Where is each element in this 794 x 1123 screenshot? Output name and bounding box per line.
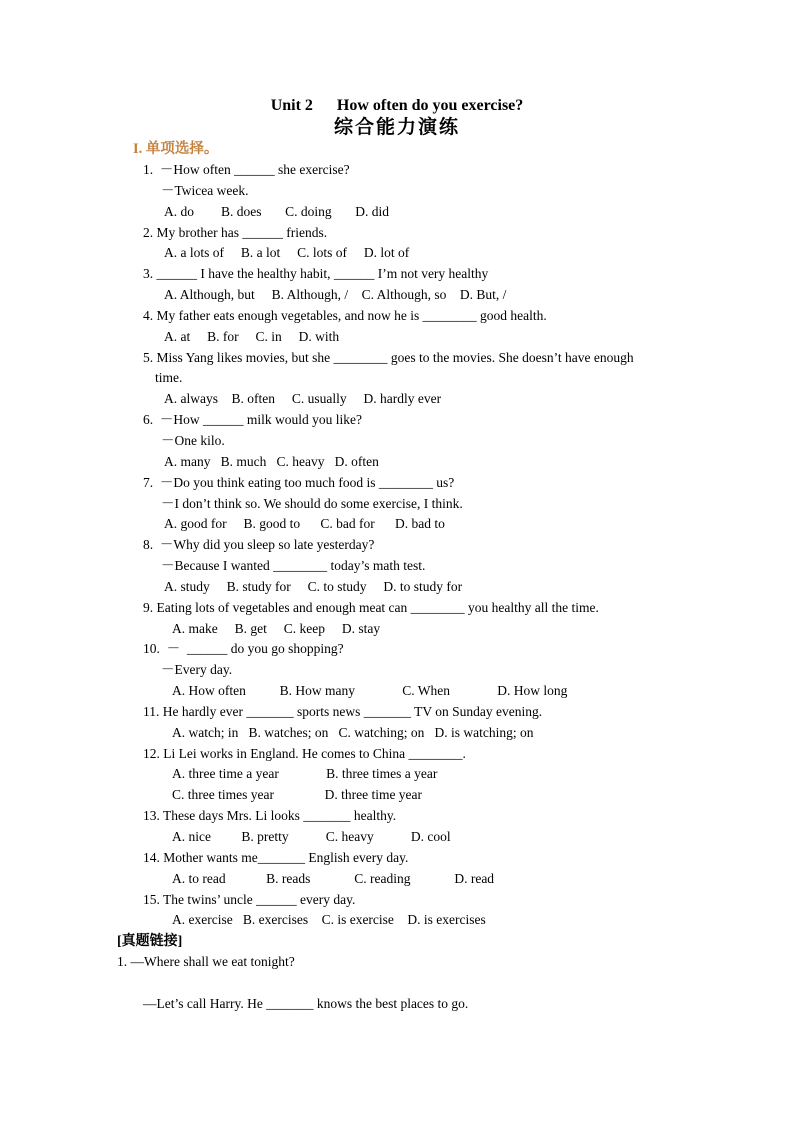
- unit-title: Unit 2 How often do you exercise?: [270, 97, 524, 114]
- question-line: 13. These days Mrs. Li looks _______ healthy.: [143, 808, 397, 824]
- blank-line: [0, 973, 794, 994]
- option-row: A. three time a year B. three times a year: [172, 766, 438, 782]
- reply-line: －Twicea week.: [161, 182, 249, 198]
- option-row: A. always B. often C. usually D. hardly ever: [164, 391, 442, 407]
- question-line: 2. My brother has ______ friends.: [143, 224, 328, 240]
- question-line: 9. Eating lots of vegetables and enough meat can ________ you healthy all the time.: [143, 599, 599, 615]
- question-line: 15. The twins’ uncle ______ every day.: [143, 891, 356, 907]
- question-line: 11. He hardly ever _______ sports news _______ TV on Sunday evening.: [143, 703, 543, 719]
- reply-line: －I don’t think so. We should do some exercise, I think.: [161, 495, 463, 511]
- option-row: A. Although, but B. Although, / C. Although, so D. But, /: [164, 287, 507, 303]
- option-row: A. nice B. pretty C. heavy D. cool: [172, 829, 451, 844]
- multiple-choice-question-list: [0, 160, 794, 931]
- question-line: 8. －Why did you sleep so late yesterday?: [143, 537, 375, 553]
- reply-line: －Because I wanted ________ today’s math test.: [161, 558, 426, 574]
- option-row: A. make B. get C. keep D. stay: [172, 620, 381, 636]
- option-row: A. at B. for C. in D. with: [164, 328, 340, 344]
- question-line: 5. Miss Yang likes movies, but she ________ goes to the movies. She doesn’t have enough: [143, 349, 634, 365]
- option-row: A. a lots of B. a lot C. lots of D. lot of: [164, 245, 410, 261]
- real-exam-question-list: [0, 952, 794, 1015]
- reply-line: －Every day.: [161, 662, 233, 678]
- question-line: 1. —Where shall we eat tonight?: [117, 954, 295, 970]
- option-row: A. How often B. How many C. When D. How long: [172, 683, 568, 699]
- option-row: A. good for B. good to C. bad for D. bad to: [164, 516, 445, 532]
- option-row: A. watch; in B. watches; on C. watching; on D. is watching; on: [172, 724, 534, 740]
- option-row: A. to read B. reads C. reading D. read: [172, 870, 495, 886]
- question-line: 6. －How ______ milk would you like?: [143, 412, 362, 428]
- question-line: 12. Li Lei works in England. He comes to China ________.: [143, 745, 466, 761]
- question-line: 7. －Do you think eating too much food is ________ us?: [143, 474, 455, 490]
- question-continuation-line: time.: [155, 370, 183, 386]
- section-two-heading: [真题链接]: [117, 934, 183, 950]
- option-row: A. study B. study for C. to study D. to study for: [164, 578, 463, 594]
- question-line: 1. －How often ______ she exercise?: [143, 162, 350, 177]
- subtitle-chinese: 综合能力演练: [333, 117, 460, 138]
- question-line: 10. － ______ do you go shopping?: [143, 641, 344, 657]
- option-row: C. three times year D. three time year: [172, 787, 423, 803]
- option-row: A. exercise B. exercises C. is exercise D. is exercises: [172, 912, 486, 928]
- question-line: 4. My father eats enough vegetables, and now he is ________ good health.: [143, 307, 547, 323]
- question-line: 3. ______ I have the healthy habit, ______ I’m not very healthy: [143, 266, 489, 282]
- question-line: 14. Mother wants me_______ English every day.: [143, 849, 409, 865]
- section-one-heading: I. 单项选择。: [133, 141, 219, 157]
- option-row: A. many B. much C. heavy D. often: [164, 453, 379, 469]
- reply-line: —Let’s call Harry. He _______ knows the best places to go.: [143, 995, 469, 1011]
- reply-line: －One kilo.: [161, 432, 225, 448]
- option-row: A. do B. does C. doing D. did: [164, 203, 390, 219]
